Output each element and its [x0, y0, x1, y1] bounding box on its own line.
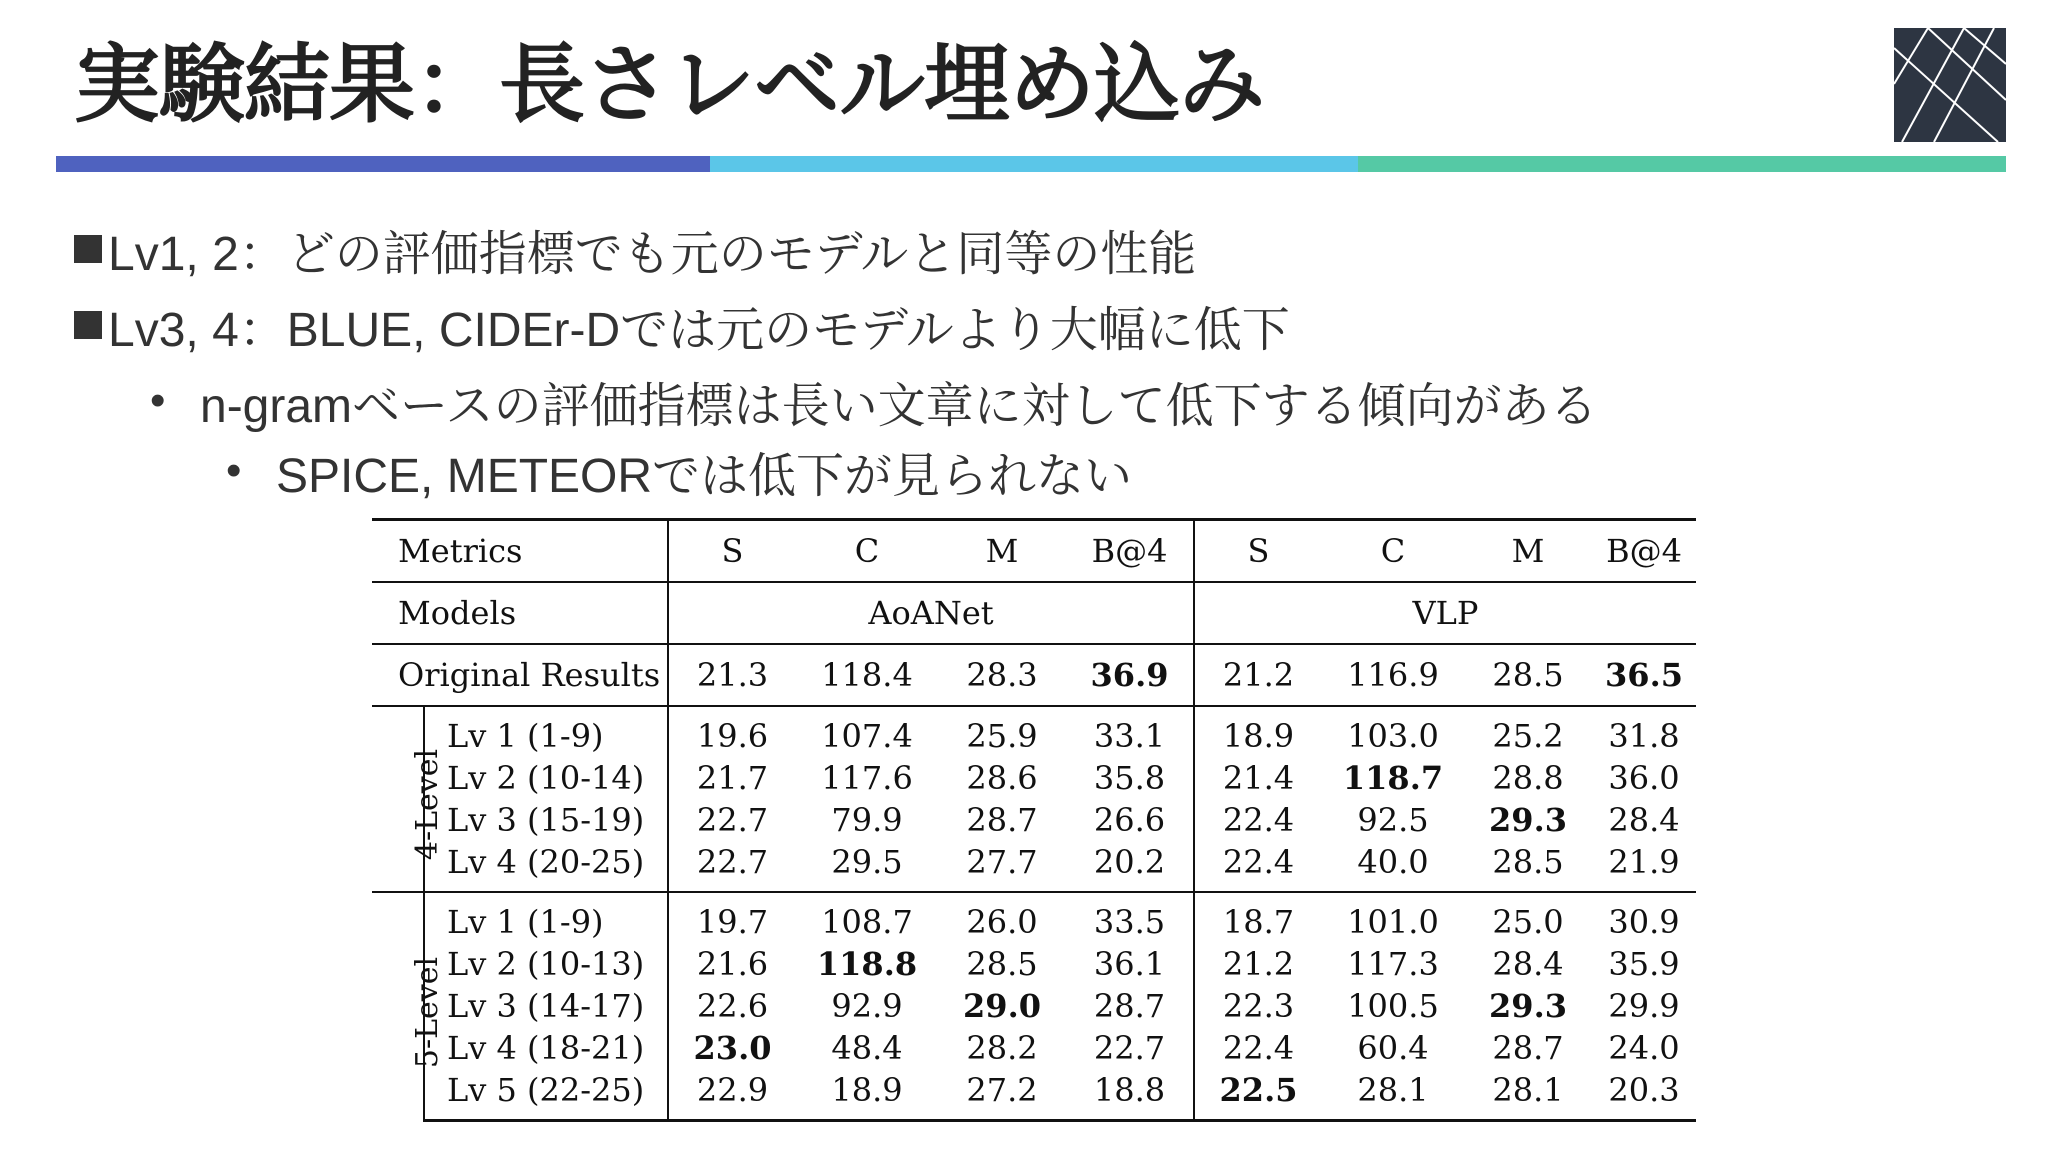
row-label: Lv 2 (10-14)	[424, 757, 668, 799]
value-cell: 22.6	[668, 985, 796, 1027]
original-results-row	[372, 644, 1696, 706]
value-cell: 60.4	[1357, 1029, 1429, 1067]
value-cell: 33.5	[1066, 892, 1194, 943]
value-cell: 28.4	[1608, 801, 1680, 839]
best-value: 36.9	[1090, 656, 1169, 694]
square-bullet-icon	[74, 235, 102, 263]
square-bullet-icon	[74, 311, 102, 339]
value-cell	[796, 943, 938, 985]
metric-header: S	[668, 520, 796, 583]
bullet-text: Lv1, 2：どの評価指標でも元のモデルと同等の性能	[108, 227, 1197, 281]
value-cell: 79.9	[831, 801, 903, 839]
value-cell: 27.7	[966, 843, 1038, 881]
value-cell	[1464, 985, 1592, 1027]
value-cell	[1464, 799, 1592, 841]
value-cell: 25.9	[938, 706, 1066, 757]
value-cell	[1322, 757, 1464, 799]
value-cell: 31.8	[1592, 706, 1696, 757]
value-cell: 48.4	[831, 1029, 903, 1067]
row-label: Lv 1 (1-9)	[424, 706, 668, 757]
row-label: Lv 5 (22-25)	[424, 1069, 668, 1121]
value-cell: 107.4	[796, 706, 938, 757]
value-cell: 28.4	[1492, 945, 1564, 983]
value-cell: 22.9	[668, 1069, 796, 1121]
best-value: 23.0	[693, 1029, 772, 1067]
slide-title: 実験結果：長さレベル埋め込み	[74, 35, 1264, 135]
value-cell: 28.5	[966, 945, 1038, 983]
value-cell: 35.8	[1093, 759, 1166, 797]
level-group-text: 4-Level	[410, 748, 446, 861]
value-cell: 30.9	[1592, 892, 1696, 943]
level-group-label	[372, 892, 446, 1121]
value-cell: 92.5	[1357, 801, 1429, 839]
value-cell: 22.7	[668, 841, 796, 892]
models-header-row	[372, 582, 1696, 644]
value-cell: 20.3	[1592, 1069, 1696, 1121]
metrics-label: Metrics	[398, 532, 523, 570]
value-cell: 28.7	[1093, 987, 1166, 1025]
best-value: 29.0	[963, 987, 1041, 1025]
value-cell: 21.6	[668, 943, 796, 985]
table-row	[372, 985, 1696, 1027]
value-cell: 36.1	[1093, 945, 1166, 983]
value-cell: 117.3	[1347, 945, 1439, 983]
bullet-text: Lv3, 4：BLUE, CIDEr-Dでは元のモデルより大幅に低下	[108, 303, 1290, 357]
sub-bullet-item	[74, 368, 1974, 434]
value-cell: 29.9	[1608, 987, 1680, 1025]
value-cell: 28.7	[966, 801, 1038, 839]
value-cell: 29.5	[831, 843, 903, 881]
results-table	[372, 518, 1696, 1122]
value-cell: 36.0	[1608, 759, 1680, 797]
value-cell: 101.0	[1322, 892, 1464, 943]
metric-header: C	[854, 532, 880, 570]
title-rule-segment-3	[1358, 156, 2006, 172]
value-cell: 18.7	[1194, 892, 1322, 943]
value-cell	[1592, 644, 1696, 706]
value-cell	[668, 1027, 796, 1069]
value-cell: 118.4	[796, 644, 938, 706]
value-cell: 28.1	[1322, 1069, 1464, 1121]
value-cell: 18.9	[1194, 706, 1322, 757]
value-cell	[1066, 644, 1194, 706]
value-cell: 24.0	[1608, 1029, 1680, 1067]
value-cell: 33.1	[1066, 706, 1194, 757]
value-cell: 108.7	[796, 892, 938, 943]
table-row	[372, 799, 1696, 841]
value-cell: 18.9	[796, 1069, 938, 1121]
value-cell: 18.8	[1066, 1069, 1194, 1121]
value-cell: 19.6	[668, 706, 796, 757]
table-row	[372, 1027, 1696, 1069]
dot-bullet-icon: •	[150, 376, 166, 425]
value-cell: 117.6	[821, 759, 913, 797]
value-cell: 92.9	[831, 987, 903, 1025]
row-label: Lv 4 (20-25)	[424, 841, 668, 892]
table-row	[372, 943, 1696, 985]
value-cell: 22.4	[1194, 841, 1322, 892]
metrics-header-row	[372, 520, 1696, 583]
value-cell: 21.7	[668, 757, 796, 799]
value-cell: 27.2	[938, 1069, 1066, 1121]
best-value: 29.3	[1489, 987, 1567, 1025]
bullet-item	[74, 292, 1974, 358]
value-cell: 22.7	[1093, 1029, 1166, 1067]
row-label: Lv 3 (15-19)	[424, 799, 668, 841]
table-row	[372, 706, 1696, 757]
logo-icon	[1894, 28, 2006, 142]
row-label: Lv 2 (10-13)	[424, 943, 668, 985]
value-cell: 116.9	[1322, 644, 1464, 706]
level-group-label	[372, 706, 446, 892]
value-cell	[938, 985, 1066, 1027]
models-label: Models	[372, 582, 668, 644]
value-cell: 22.4	[1194, 799, 1322, 841]
results-table-container	[372, 518, 1696, 1122]
best-value: 118.8	[816, 945, 918, 983]
best-value: 118.7	[1342, 759, 1444, 797]
value-cell: 28.2	[966, 1029, 1038, 1067]
value-cell: 28.8	[1492, 759, 1564, 797]
bullet-text: n-gramベースの評価指標は長い文章に対して低下する傾向がある	[200, 379, 1598, 433]
value-cell: 25.0	[1464, 892, 1592, 943]
model-header-vlp: VLP	[1194, 582, 1696, 644]
level-group-text: 5-Level	[410, 956, 446, 1068]
sub-sub-bullet-item	[74, 438, 1974, 504]
value-cell: 21.2	[1194, 943, 1322, 985]
value-cell: 19.7	[668, 892, 796, 943]
metric-header: B@4	[1606, 532, 1682, 570]
dot-bullet-icon: •	[226, 446, 242, 495]
model-header-aoanet: AoANet	[668, 582, 1194, 644]
metric-header: C	[1380, 532, 1406, 570]
value-cell: 28.5	[1492, 843, 1564, 881]
metric-header: B@4	[1091, 532, 1168, 570]
table-row	[372, 841, 1696, 892]
title-rule-segment-1	[56, 156, 710, 172]
best-value: 22.5	[1219, 1071, 1298, 1109]
best-value: 36.5	[1605, 656, 1683, 694]
value-cell: 26.0	[938, 892, 1066, 943]
value-cell: 21.3	[668, 644, 796, 706]
row-label: Lv 1 (1-9)	[424, 892, 668, 943]
value-cell: 40.0	[1357, 843, 1429, 881]
value-cell	[1194, 1069, 1322, 1121]
value-cell: 22.4	[1194, 1027, 1322, 1069]
value-cell: 103.0	[1322, 706, 1464, 757]
bullet-text: SPICE, METEORでは低下が見られない	[276, 449, 1133, 503]
row-label: Lv 3 (14-17)	[424, 985, 668, 1027]
value-cell: 28.6	[966, 759, 1038, 797]
value-cell: 21.2	[1194, 644, 1322, 706]
value-cell: 25.2	[1464, 706, 1592, 757]
value-cell: 20.2	[1093, 843, 1166, 881]
bullet-item	[74, 216, 1974, 282]
metric-header: M	[985, 532, 1019, 570]
value-cell: 21.9	[1608, 843, 1680, 881]
value-cell: 28.5	[1464, 644, 1592, 706]
table-row	[372, 1069, 1696, 1121]
value-cell: 100.5	[1347, 987, 1439, 1025]
title-rule	[56, 156, 2006, 172]
original-results-label: Original Results	[372, 644, 668, 706]
value-cell: 22.3	[1194, 985, 1322, 1027]
table-row	[372, 757, 1696, 799]
value-cell: 26.6	[1093, 801, 1166, 839]
best-value: 29.3	[1489, 801, 1567, 839]
value-cell: 28.7	[1492, 1029, 1564, 1067]
metric-header: M	[1511, 532, 1545, 570]
metric-header: S	[1194, 520, 1322, 583]
value-cell: 28.3	[938, 644, 1066, 706]
title-rule-segment-2	[710, 156, 1358, 172]
value-cell: 21.4	[1194, 757, 1322, 799]
value-cell: 35.9	[1608, 945, 1680, 983]
value-cell: 28.1	[1464, 1069, 1592, 1121]
bullet-list	[74, 216, 1974, 504]
row-label: Lv 4 (18-21)	[424, 1027, 668, 1069]
value-cell: 22.7	[668, 799, 796, 841]
table-row	[372, 892, 1696, 943]
